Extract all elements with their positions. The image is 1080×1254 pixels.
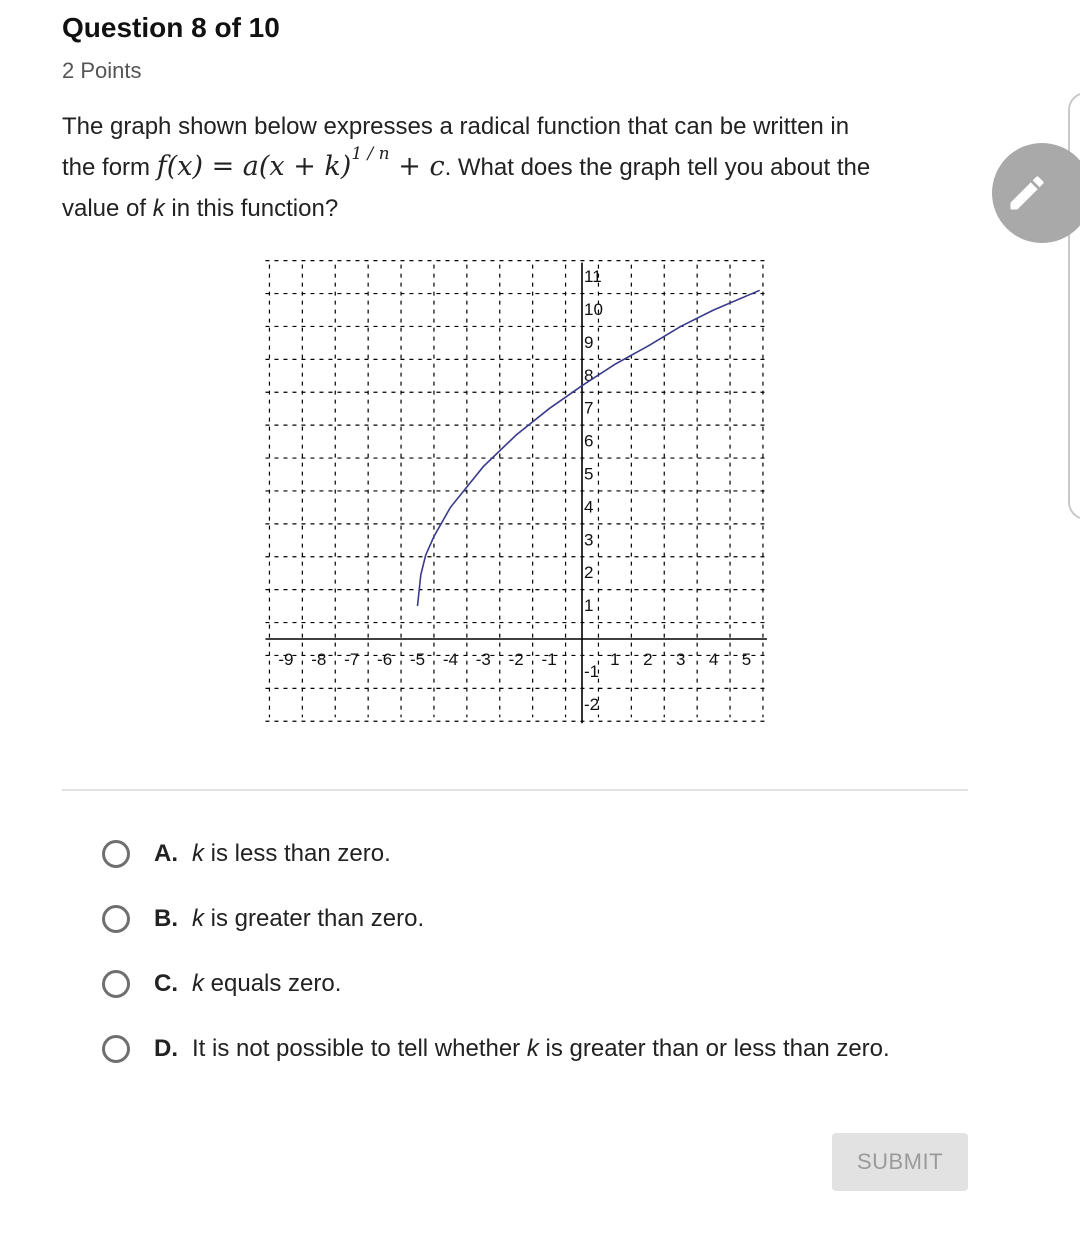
variable-k: k bbox=[192, 840, 204, 867]
x-tick-label: -8 bbox=[311, 650, 327, 669]
y-tick-label: 9 bbox=[584, 332, 594, 352]
option-c[interactable] bbox=[102, 964, 341, 1004]
y-tick-label: 8 bbox=[584, 365, 594, 385]
question-line-1: The graph shown below expresses a radical function that can be written in bbox=[62, 113, 850, 140]
pencil-icon bbox=[1005, 171, 1049, 215]
option-text-body: is less than zero. bbox=[204, 840, 391, 867]
variable-k: k bbox=[152, 195, 165, 222]
x-tick-label: -4 bbox=[442, 650, 458, 669]
radio-unselected-icon[interactable] bbox=[102, 970, 130, 998]
x-tick-label: -1 bbox=[541, 650, 557, 669]
question-line-2-prefix: the form bbox=[62, 154, 157, 181]
option-text-body: equals zero. bbox=[204, 970, 342, 997]
question-line-3-prefix: value of bbox=[62, 195, 153, 222]
formula-tail: + c bbox=[398, 151, 445, 182]
option-text-body: is greater than or less than zero. bbox=[538, 1035, 890, 1062]
option-text-body: is greater than zero. bbox=[204, 905, 425, 932]
x-tick-label: -6 bbox=[377, 650, 393, 669]
variable-k: k bbox=[192, 970, 204, 997]
x-tick-label: 5 bbox=[741, 650, 752, 669]
y-tick-label: 5 bbox=[584, 464, 594, 484]
question-title: Question 8 of 10 bbox=[62, 12, 280, 43]
divider bbox=[62, 789, 968, 791]
option-text-pre: It is not possible to tell whether bbox=[192, 1035, 527, 1062]
option-letter: C. bbox=[154, 970, 178, 997]
option-a[interactable] bbox=[102, 834, 391, 874]
option-text bbox=[192, 1035, 890, 1063]
option-text bbox=[192, 905, 424, 933]
option-letter: A. bbox=[154, 840, 178, 867]
x-tick-label: -7 bbox=[344, 650, 360, 669]
x-tick-label: 4 bbox=[708, 650, 719, 669]
radio-unselected-icon[interactable] bbox=[102, 1035, 130, 1063]
y-tick-label: 4 bbox=[584, 497, 594, 517]
x-tick-label: 2 bbox=[643, 650, 653, 669]
y-tick-label: 6 bbox=[584, 431, 594, 451]
edit-button[interactable] bbox=[992, 143, 1080, 243]
variable-k: k bbox=[192, 905, 204, 932]
x-tick-label: 1 bbox=[610, 650, 620, 669]
function-graph bbox=[262, 250, 768, 752]
question-line-2 bbox=[62, 144, 871, 182]
option-text bbox=[192, 970, 341, 998]
y-tick-label: 2 bbox=[584, 563, 594, 583]
option-letter: B. bbox=[154, 905, 178, 932]
y-tick-label: 3 bbox=[584, 530, 594, 550]
submit-button[interactable]: SUBMIT bbox=[832, 1133, 968, 1191]
y-tick-label: -1 bbox=[584, 661, 600, 681]
x-tick-label: -2 bbox=[508, 650, 524, 669]
question-points: 2 Points bbox=[62, 58, 142, 83]
formula-main: f(x) = a(x + k) bbox=[156, 151, 352, 182]
y-tick-label: 11 bbox=[584, 267, 602, 287]
question-line-3-suffix: in this function? bbox=[164, 195, 339, 222]
x-tick-label: 3 bbox=[675, 650, 686, 669]
question-line-2-suffix: . What does the graph tell you about the bbox=[444, 154, 871, 181]
option-b[interactable] bbox=[102, 899, 424, 939]
y-tick-label: 1 bbox=[584, 596, 594, 616]
y-tick-label: 10 bbox=[584, 300, 603, 319]
y-tick-label: 7 bbox=[584, 398, 594, 418]
x-tick-label: -9 bbox=[278, 650, 294, 669]
option-d[interactable] bbox=[102, 1029, 890, 1069]
formula-exponent: 1 / n bbox=[351, 144, 390, 164]
variable-k: k bbox=[526, 1035, 539, 1062]
radio-unselected-icon[interactable] bbox=[102, 905, 130, 933]
function-formula bbox=[156, 144, 445, 182]
option-text bbox=[192, 840, 391, 868]
option-letter: D. bbox=[154, 1035, 178, 1062]
question-line-3 bbox=[62, 195, 338, 223]
x-tick-label: -5 bbox=[409, 650, 426, 669]
y-tick-label: -2 bbox=[584, 694, 600, 714]
radio-unselected-icon[interactable] bbox=[102, 840, 130, 868]
x-tick-label: -3 bbox=[475, 650, 491, 669]
